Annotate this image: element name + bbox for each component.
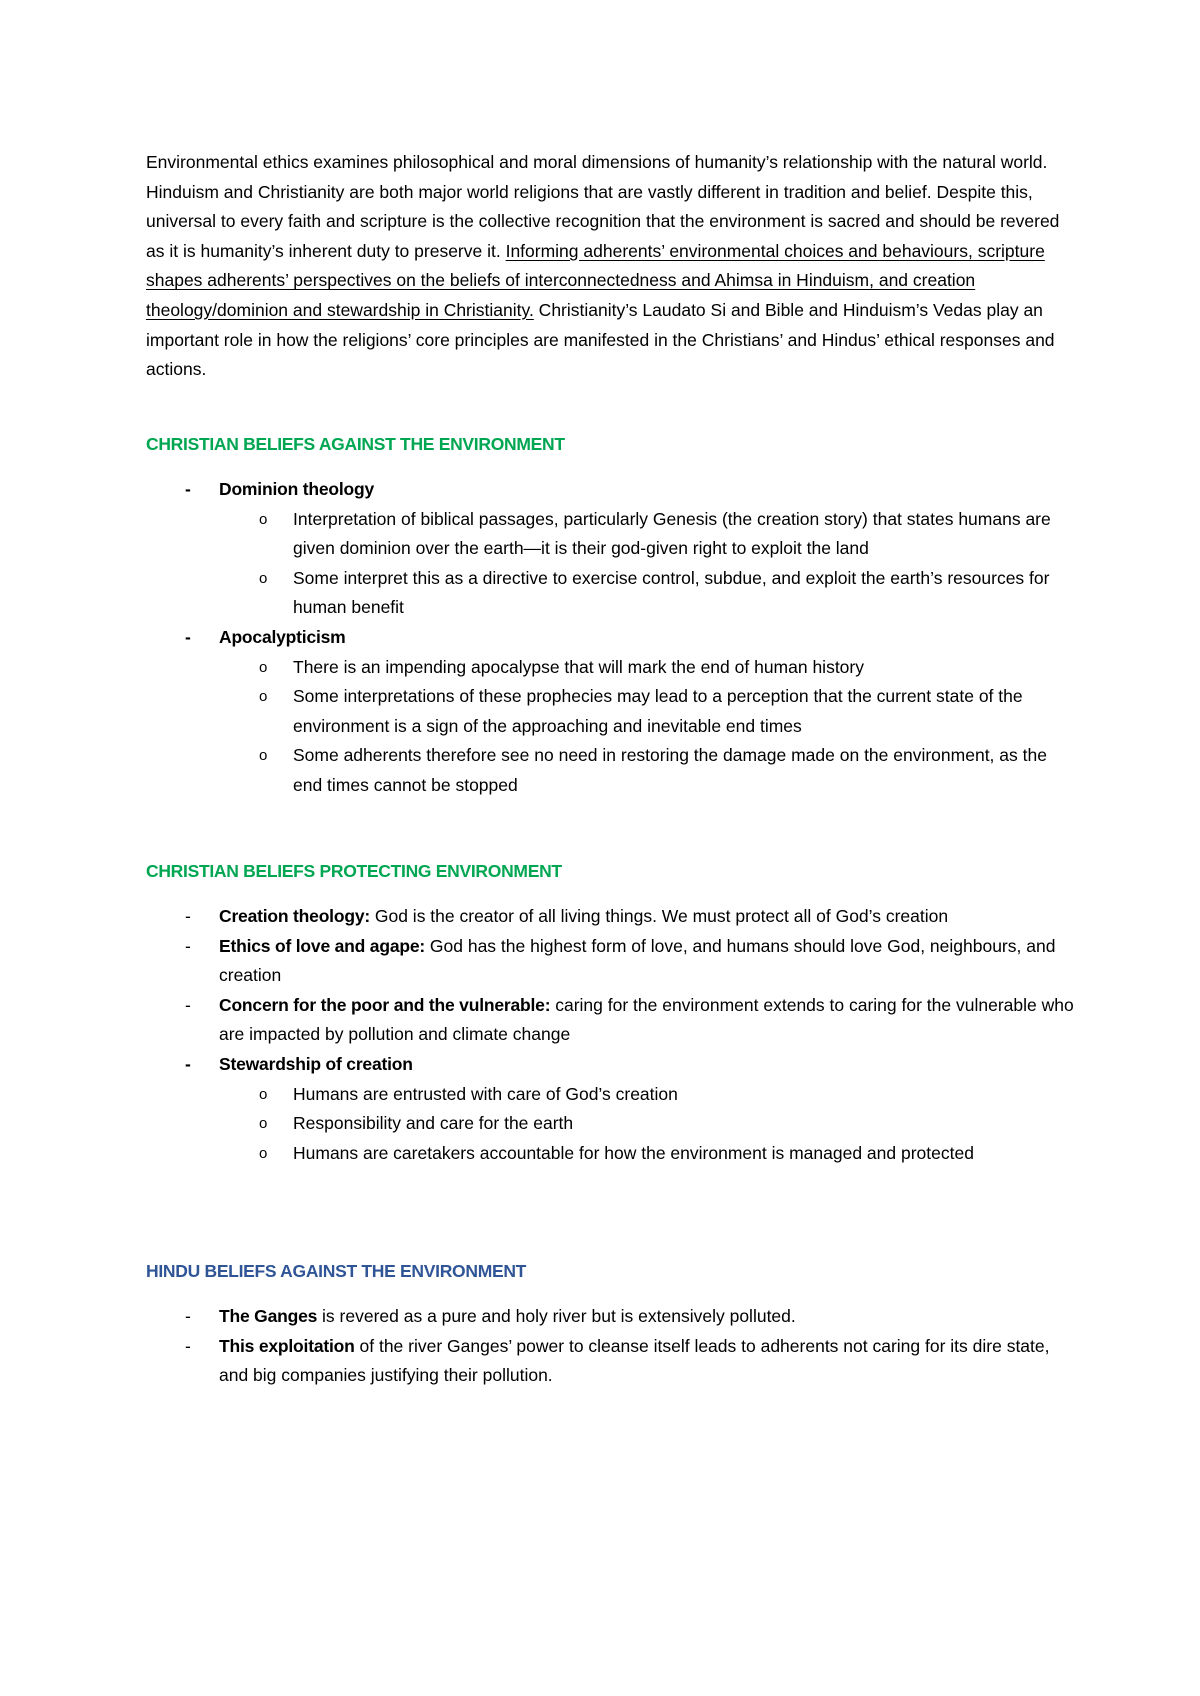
- sub-list: [219, 653, 1076, 801]
- sub-list-item: [146, 1080, 1076, 1110]
- intro-text-end: Christianity’s Laudato Si and Bible and Hinduism’s Vedas play an important role in how the religions’ core principles are manifested in the Christians’ and Hindus’ ethical responses and actions.: [146, 299, 1055, 380]
- list-item: [146, 475, 1076, 623]
- sub-item-text: Some adherents therefore see no need in restoring the damage made on the environment, as the end times cannot be stopped: [293, 745, 1047, 795]
- sub-list-item: [146, 1109, 1076, 1139]
- dash-marker: -: [185, 1053, 191, 1074]
- sub-list-item: [146, 741, 1076, 800]
- section-heading-christian-against: CHRISTIAN BELIEFS AGAINST THE ENVIRONMENT: [146, 434, 565, 454]
- section-heading-hindu-against: HINDU BELIEFS AGAINST THE ENVIRONMENT: [146, 1261, 527, 1281]
- dash-marker: -: [185, 906, 191, 926]
- item-title: Ethics of love and agape:: [219, 935, 426, 956]
- sub-item-text: Some interpretations of these prophecies may lead to a perception that the current state of the environment is a sign of the approaching and inevitable end times: [293, 686, 1023, 736]
- item-title: Concern for the poor and the vulnerable:: [219, 994, 551, 1015]
- sub-bullet: o: [259, 688, 268, 706]
- intro-paragraph: [146, 148, 1076, 385]
- item-title: Creation theology:: [219, 906, 370, 926]
- dash-marker: -: [185, 994, 191, 1015]
- item-text: God is the creator of all living things. We must protect all of God’s creation: [370, 906, 949, 926]
- item-title: This exploitation: [219, 1335, 355, 1356]
- item-text: of the river Ganges’ power to cleanse itself leads to adherents not caring for its dire state, and big companies justifying their pollution.: [219, 1335, 1050, 1386]
- item-title: Apocalypticism: [219, 626, 346, 647]
- item-text: is revered as a pure and holy river but is extensively polluted.: [317, 1306, 796, 1326]
- dash-marker: -: [185, 935, 191, 956]
- section-list-hindu-against: [146, 1302, 1076, 1391]
- list-item: [146, 902, 1076, 932]
- sub-item-text: There is an impending apocalypse that will mark the end of human history: [293, 656, 864, 677]
- dash-marker: -: [185, 626, 191, 647]
- list-item: [146, 991, 1076, 1050]
- sub-bullet: o: [259, 1115, 268, 1133]
- list-item: [146, 1332, 1076, 1391]
- sub-bullet: o: [259, 1144, 268, 1162]
- dash-marker: -: [185, 479, 191, 499]
- sub-list-item: [146, 682, 1076, 741]
- list-item: [146, 1050, 1076, 1168]
- sub-list: [219, 505, 1076, 623]
- item-title: Dominion theology: [219, 479, 375, 499]
- sub-list-item: [146, 564, 1076, 623]
- sub-list: [219, 1080, 1076, 1169]
- item-title: The Ganges: [219, 1306, 318, 1326]
- item-title: Stewardship of creation: [219, 1053, 413, 1074]
- list-item: [146, 932, 1076, 991]
- sub-bullet: o: [259, 658, 268, 676]
- dash-marker: -: [185, 1306, 191, 1326]
- intro-text: Environmental ethics examines philosophical and moral dimensions of humanity’s relationship with the natural world. Hinduism and Christianity are both major world religions that are vastly different in tradition and belief. Despite this, universal to every faith and scripture is the collective recognition that the environment is sacred and should be revered as it is humanity’s inherent duty to preserve it.: [146, 152, 1060, 261]
- section-list-christian-against: [146, 475, 1076, 801]
- section-list-christian-protecting: [146, 902, 1076, 1168]
- sub-bullet: o: [259, 747, 268, 765]
- sub-item-text: Interpretation of biblical passages, particularly Genesis (the creation story) that states humans are given dominion over the earth—it is their god-given right to exploit the land: [293, 508, 1051, 559]
- sub-list-item: [146, 1139, 1076, 1169]
- sub-bullet: o: [259, 510, 268, 528]
- section-heading-christian-protecting: CHRISTIAN BELIEFS PROTECTING ENVIRONMENT: [146, 861, 562, 881]
- item-text: God has the highest form of love, and humans should love God, neighbours, and creation: [219, 935, 1056, 986]
- dash-marker: -: [185, 1335, 191, 1356]
- sub-item-text: Responsibility and care for the earth: [293, 1113, 574, 1134]
- sub-list-item: [146, 653, 1076, 683]
- sub-item-text: Humans are caretakers accountable for how the environment is managed and protected: [293, 1142, 974, 1163]
- sub-bullet: o: [259, 1085, 268, 1103]
- sub-item-text: Some interpret this as a directive to exercise control, subdue, and exploit the earth’s resources for human benefit: [293, 567, 1050, 618]
- intro-thesis: Informing adherents’ environmental choices and behaviours, scripture shapes adherents’ perspectives on the beliefs of interconnectedness and Ahimsa in Hinduism, and creation theology/dominion and stewardship in Christianity.: [146, 240, 1045, 320]
- sub-list-item: [146, 505, 1076, 564]
- item-text: caring for the environment extends to caring for the vulnerable who are impacted by pollution and climate change: [219, 994, 1074, 1045]
- list-item: [146, 1302, 1076, 1332]
- list-item: [146, 623, 1076, 801]
- sub-bullet: o: [259, 569, 268, 587]
- sub-item-text: Humans are entrusted with care of God’s creation: [293, 1083, 678, 1104]
